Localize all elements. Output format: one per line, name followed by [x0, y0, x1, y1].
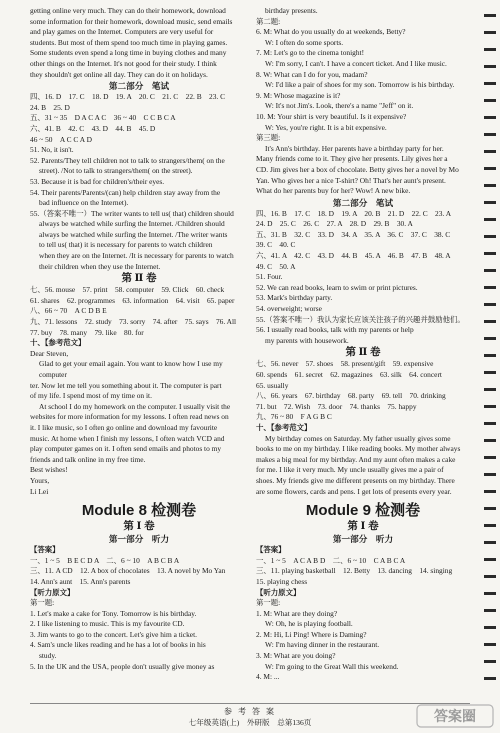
right-line: 第二题: — [256, 16, 281, 26]
left-line: street). /Not to talk to strangers/them( on the street). — [39, 166, 193, 176]
footer-page-info: 七年级英语(上) 外研版 总第136页 — [188, 718, 312, 727]
module-8-part: 第一部分 听力 — [108, 534, 170, 545]
edge-tick — [484, 65, 496, 68]
left-line: 52. Parents/They tell children not to talk to strangers/them( on the — [30, 155, 225, 165]
right-line: 第三题: — [256, 133, 281, 143]
module-8-line: 1. Let's make a cake for Tony. Tomorrow is his birthday. — [30, 608, 197, 618]
left-line: websites for more information for my lessons. I often read news on — [30, 412, 229, 422]
edge-tick — [484, 575, 496, 578]
right-column — [256, 6, 470, 683]
right-line: 七、56. never 57. shoes 58. present/gift 59. expensive — [256, 359, 434, 369]
module-9-part: 第一部分 听力 — [332, 534, 394, 545]
module-9-line: W: I'm having dinner in the restaurant. — [265, 640, 380, 650]
edge-tick — [484, 286, 496, 289]
right-line: 第二部分 笔试 — [332, 197, 394, 208]
right-line: W: Yes, you're right. It is a bit expensive. — [265, 122, 387, 132]
watermark-logo — [416, 703, 494, 729]
edge-tick — [484, 235, 496, 238]
edge-tick — [484, 371, 496, 374]
module-9-line: 3. M: What are you doing? — [256, 651, 336, 661]
module-9-title: Module 9 检测卷 — [305, 502, 421, 520]
edge-tick — [484, 201, 496, 204]
left-line: ter. Now let me tell you something about it. The computer is part — [30, 380, 222, 390]
right-line: 54. overweight; worse — [256, 304, 322, 314]
left-line: 第 Ⅱ 卷 — [121, 273, 157, 285]
edge-tick — [484, 422, 496, 425]
left-line: their children when they use the Internet. — [39, 261, 161, 271]
edge-tick — [484, 405, 496, 408]
left-line: students. But most of them spend too much time in playing games. — [30, 37, 228, 47]
left-line: 54. Their parents/Parents/(can) help children stay away from the — [30, 187, 221, 197]
left-line: 八、66 ~ 70 A C D B E — [30, 306, 107, 316]
left-line: 第二部分 笔试 — [108, 81, 170, 92]
right-line: 49. C 50. A — [256, 261, 296, 271]
right-line: My birthday comes on Saturday. My father usually gives some — [265, 433, 451, 443]
left-line: 77. buy 78. many 79. like 80. for — [30, 327, 144, 337]
left-line: 61. shares 62. programmes 63. information 64. visit 65. paper — [30, 295, 235, 305]
edge-tick — [484, 133, 496, 136]
left-line: Some students even spend a long time in buying clothes and many — [30, 48, 227, 58]
module-8-line: 【听力原文】 — [30, 587, 75, 597]
module-9-line: 2. M: Hi, Li Ping! Where is Daming? — [256, 629, 367, 639]
right-line: CD. Jim gives her a box of chocolate. Betty gives her a novel by Mo — [256, 164, 459, 174]
edge-tick — [484, 677, 496, 680]
left-line: 四、16. D 17. C 18. D 19. A 20. C 21. C 22. B 23. C — [30, 92, 226, 102]
right-line: 56. I usually read books, talk with my parents or help — [256, 325, 414, 335]
right-line: 10. M: Your shirt is very beautiful. Is it expensive? — [256, 111, 407, 121]
right-line: shoes. My friends give me different presents on my birthday. There — [256, 475, 455, 485]
right-line: W: It's not Jim's. Look, there's a name "Jeff" on it. — [265, 101, 414, 111]
right-line: 第 Ⅱ 卷 — [345, 347, 381, 359]
right-line: 55.（答案不唯一）我认为家长应该关注孩子的兴趣并鼓励他们。 — [256, 314, 465, 324]
module-8-line: 3. Jim wants to go to the concert. Let's give him a ticket. — [30, 629, 197, 639]
right-line: 八、66. years 67. birthday 68. party 69. tell 70. drinking — [256, 391, 446, 401]
left-line: always be watched while surfing the Internet. /The writer wants — [39, 229, 228, 239]
edge-tick — [484, 31, 496, 34]
left-line: bad influence on the Internet). — [39, 198, 129, 208]
left-line: other things on the Internet. It's not good for their study. I think — [30, 58, 217, 68]
left-line: some information for their homework, download music, send emails — [30, 16, 233, 26]
left-line: 53. Because it is bad for children's/their eyes. — [30, 176, 165, 186]
right-line: 51. Four. — [256, 272, 283, 282]
left-line: getting online very much. They can do their homework, download — [30, 6, 226, 15]
module-9-line: 1. M: What are they doing? — [256, 608, 338, 618]
module-9-line: 第一题: — [256, 598, 281, 608]
left-line: 九、71. lessons 72. study 73. sorry 74. after 75. says 76. All — [30, 317, 237, 327]
left-line: 六、41. B 42. C 43. D 44. B 45. D — [30, 123, 156, 133]
left-answer-lines — [30, 6, 248, 497]
edge-tick — [484, 184, 496, 187]
edge-tick — [484, 303, 496, 306]
left-line: 51. No, it isn't. — [30, 145, 74, 155]
edge-tick — [484, 48, 496, 51]
edge-tick — [484, 116, 496, 119]
left-line: play computer games on it. I often send emails and photos to my — [30, 444, 222, 454]
right-line: It's Ann's birthday. Her parents have a birthday party for her. — [265, 143, 444, 153]
edge-tick — [484, 507, 496, 510]
module-8-line: 4. Sam's uncle likes reading and he has a lot of books in his — [30, 640, 206, 650]
module-8-line: 5. In the UK and the USA, people don't usually give money as — [30, 661, 215, 671]
edge-tick — [484, 524, 496, 527]
edge-tick — [484, 337, 496, 340]
edge-tick — [484, 320, 496, 323]
module-8-volume: 第 Ⅰ 卷 — [123, 521, 155, 533]
right-line: makes a big meal for my birthday. And my aunt often makes a cake — [256, 454, 456, 464]
left-line: 24. B 25. D — [30, 102, 70, 112]
right-line: 52. We can read books, learn to swim or print pictures. — [256, 282, 418, 292]
edge-tick — [484, 473, 496, 476]
edge-tick — [484, 558, 496, 561]
right-line: birthday presents. — [265, 6, 318, 15]
right-line: 53. Mark's birthday party. — [256, 293, 333, 303]
left-line: At school I do my homework on the computer. I usually visit the — [39, 401, 231, 411]
right-line: 71. but 72. Wish 73. door 74. thanks 75. happy — [256, 401, 417, 411]
edge-tick — [484, 609, 496, 612]
right-line: 60. spends 61. secret 62. magazines 63. silk 64. concert — [256, 370, 442, 379]
right-line: my parents with housework. — [265, 335, 349, 345]
left-line: friends and talk online in my free time. — [30, 454, 146, 464]
edge-tick — [484, 167, 496, 170]
module-8-line: 第一题: — [30, 598, 55, 608]
module-9-line: 【答案】 — [256, 545, 286, 555]
edge-tick — [484, 150, 496, 153]
right-line: W: I often do some sports. — [265, 37, 344, 47]
edge-tick — [484, 252, 496, 255]
right-line: 十、【参考范文】 — [256, 422, 312, 432]
module-8-line: 2. I like listening to music. This is my favourite CD. — [30, 619, 185, 629]
module-9-line: W: I'm going to the Great Wall this weekend. — [265, 661, 399, 671]
watermark-text: 答案圈 — [434, 709, 476, 725]
right-line: 6. M: What do you usually do at weekends, Betty? — [256, 27, 406, 37]
edge-tick — [484, 14, 496, 17]
right-line: 8. W: What can I do for you, madam? — [256, 69, 368, 79]
module-9-line: 4. M: ... — [256, 672, 280, 682]
left-line: Yours, — [30, 475, 50, 485]
right-line: Yan. Who gives her a nice T-shirt? Oh! That's her aunt's present. — [256, 175, 446, 185]
left-line: when they are on the Internet. /It is necessary for parents to watch — [39, 251, 234, 261]
right-line: are some flowers, cards and pens. I get lots of presents every year. — [256, 486, 452, 496]
module-8-line: 14. Ann's aunt 15. Ann's parents — [30, 576, 131, 586]
left-line: they shouldn't get online all day. They can do it on holidays. — [30, 69, 208, 79]
edge-tick — [484, 439, 496, 442]
right-line: 39. C 40. C — [256, 240, 296, 250]
left-line: and play games on the Internet. Computers are very useful for — [30, 27, 214, 37]
left-line: 十、【参考范文】 — [30, 338, 86, 348]
edge-tick — [484, 643, 496, 646]
right-line: 24. D 25. C 26. C 27. A 28. D 29. B 30. A — [256, 219, 413, 229]
edge-tick — [484, 592, 496, 595]
left-line: 五、31 ~ 35 D A C A C 36 ~ 40 C C B C A — [30, 113, 176, 123]
module-9-line: W: Oh, he is playing football. — [265, 619, 353, 629]
module-8-line: 三、11. A CD 12. A box of chocolates 13. A novel by Mo Yan — [30, 566, 226, 576]
right-line: for me. I like it very much. My uncle usually gives me a pair of — [256, 465, 444, 475]
left-line: 55.（答案不唯一）The writer wants to tell us( that) children should — [30, 208, 234, 218]
left-line: Dear Steven, — [30, 348, 69, 358]
right-line: W: I'm sorry, I can't. I have a concert ticket. And I like music. — [265, 58, 447, 68]
edge-tick — [484, 456, 496, 459]
right-line: 六、41. A 42. C 43. D 44. B 45. A 46. B 47. B 48. A — [256, 251, 451, 261]
right-answer-lines — [256, 6, 470, 497]
edge-tick — [484, 660, 496, 663]
module-9-line: 15. playing chess — [256, 576, 308, 586]
right-line: 四、16. B 17. C 18. D 19. A 20. B 21. D 22. C 23. A — [256, 208, 452, 218]
right-line: 7. M: Let's go to the cinema tonight! — [256, 48, 365, 58]
left-line: always be watched while surfing the Internet. /Children should — [39, 219, 225, 229]
module-8-line: study. — [39, 651, 57, 661]
right-line: 九、76 ~ 80 F A G B C — [256, 412, 332, 422]
module-9-line: 一、1 ~ 5 A C A B D 二、6 ~ 10 C A B C A — [256, 555, 406, 565]
module-8-line: 一、1 ~ 5 B E C D A 二、6 ~ 10 A B C B A — [30, 555, 180, 565]
left-line: 46 ~ 50 A C C A D — [30, 134, 92, 144]
right-line: 9. M: Whose magazine is it? — [256, 90, 341, 100]
edge-tick — [484, 354, 496, 357]
left-line: music. At home when I finish my lessons, I often watch VCD and — [30, 433, 225, 443]
left-line: Li Lei — [30, 486, 49, 496]
module-8-title: Module 8 检测卷 — [81, 502, 197, 520]
edge-tick — [484, 388, 496, 391]
edge-tick — [484, 99, 496, 102]
module-9-line: 三、11. playing basketball 12. Betty 13. dancing 14. singing — [256, 566, 453, 576]
right-line: Many friends come to it. They give her presents. Lily gives her a — [256, 154, 448, 164]
right-line: books to me on my birthday. I like reading books. My mother always — [256, 444, 461, 454]
right-line: 65. usually — [256, 380, 289, 390]
right-line: W: I'd like a pair of shoes for my son. Tomorrow is his birthday. — [265, 80, 455, 90]
edge-tick — [484, 490, 496, 493]
edge-tick — [484, 218, 496, 221]
module-9-line: 【听力原文】 — [256, 587, 301, 597]
left-line: it. I like music, so I often go online and download my favourite — [30, 422, 218, 432]
edge-tick — [484, 541, 496, 544]
left-line: Glad to get your email again. You want to know how I use my computer — [39, 359, 225, 379]
module-9-lines — [256, 545, 470, 683]
footer-title: 参 考 答 案 — [224, 707, 276, 716]
left-line: of my life. I spend most of my time on it. — [30, 391, 152, 401]
right-line: 五、31. B 32. C 33. D 34. A 35. A 36. C 37. C 38. C — [256, 229, 451, 239]
left-column — [30, 6, 248, 672]
module-9-volume: 第 Ⅰ 卷 — [347, 521, 379, 533]
left-line: to tell us( that) it is necessary for parents to watch children — [39, 240, 213, 250]
edge-tick — [484, 269, 496, 272]
left-line: Best wishes! — [30, 465, 68, 475]
module-8-line: 【答案】 — [30, 545, 60, 555]
edge-tick — [484, 82, 496, 85]
module-8-lines — [30, 545, 248, 672]
right-line: What do her parents buy for her? Wow! A new bike. — [256, 186, 411, 196]
footer-rule — [30, 703, 470, 704]
edge-tick — [484, 626, 496, 629]
left-line: 七、56. mouse 57. print 58. computer 59. Click 60. check — [30, 285, 225, 295]
